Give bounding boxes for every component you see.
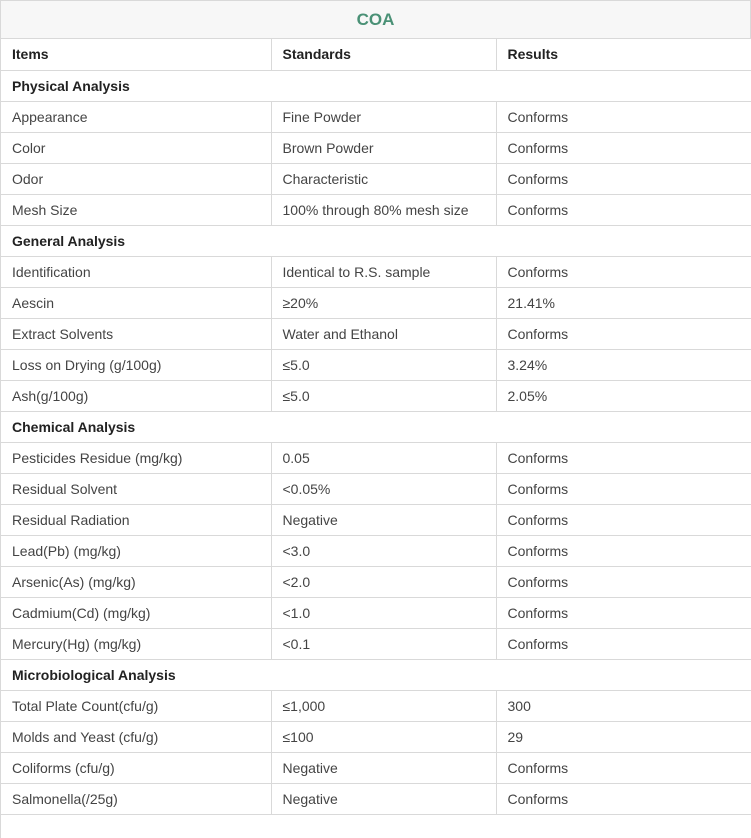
result-cell: 29 bbox=[496, 721, 751, 752]
item-cell: Extract Solvents bbox=[1, 318, 271, 349]
item-cell: Loss on Drying (g/100g) bbox=[1, 349, 271, 380]
item-cell: Cadmium(Cd) (mg/kg) bbox=[1, 597, 271, 628]
table-row bbox=[1, 349, 751, 380]
table-row bbox=[1, 101, 751, 132]
table-row bbox=[1, 473, 751, 504]
standard-cell: <0.05% bbox=[271, 473, 496, 504]
item-cell: Residual Solvent bbox=[1, 473, 271, 504]
result-cell: Conforms bbox=[496, 442, 751, 473]
header-row bbox=[1, 39, 751, 70]
table-row bbox=[1, 504, 751, 535]
standard-cell: Water and Ethanol bbox=[271, 318, 496, 349]
standard-cell: ≥20% bbox=[271, 287, 496, 318]
result-cell: 2.05% bbox=[496, 380, 751, 411]
item-cell: Mesh Size bbox=[1, 194, 271, 225]
table-row bbox=[1, 690, 751, 721]
item-cell: Coliforms (cfu/g) bbox=[1, 752, 271, 783]
standard-cell: <2.0 bbox=[271, 566, 496, 597]
standard-cell: 0.05 bbox=[271, 442, 496, 473]
result-cell: Conforms bbox=[496, 194, 751, 225]
table-title: COA bbox=[1, 1, 751, 39]
table-row bbox=[1, 163, 751, 194]
item-cell: Arsenic(As) (mg/kg) bbox=[1, 566, 271, 597]
table-row bbox=[1, 752, 751, 783]
standard-cell: Characteristic bbox=[271, 163, 496, 194]
result-cell: 21.41% bbox=[496, 287, 751, 318]
item-cell: Salmonella(/25g) bbox=[1, 783, 271, 814]
result-cell: Conforms bbox=[496, 163, 751, 194]
coa-table bbox=[1, 39, 751, 815]
header-results: Results bbox=[496, 39, 751, 70]
table-body bbox=[1, 70, 751, 814]
result-cell: Conforms bbox=[496, 566, 751, 597]
standard-cell: Identical to R.S. sample bbox=[271, 256, 496, 287]
header-items: Items bbox=[1, 39, 271, 70]
result-cell: Conforms bbox=[496, 783, 751, 814]
standard-cell: ≤1,000 bbox=[271, 690, 496, 721]
section-title: Physical Analysis bbox=[1, 70, 751, 101]
item-cell: Ash(g/100g) bbox=[1, 380, 271, 411]
result-cell: Conforms bbox=[496, 752, 751, 783]
table-row bbox=[1, 287, 751, 318]
section-title: Chemical Analysis bbox=[1, 411, 751, 442]
standard-cell: Negative bbox=[271, 504, 496, 535]
item-cell: Appearance bbox=[1, 101, 271, 132]
section-row bbox=[1, 411, 751, 442]
item-cell: Total Plate Count(cfu/g) bbox=[1, 690, 271, 721]
item-cell: Pesticides Residue (mg/kg) bbox=[1, 442, 271, 473]
item-cell: Residual Radiation bbox=[1, 504, 271, 535]
item-cell: Lead(Pb) (mg/kg) bbox=[1, 535, 271, 566]
result-cell: Conforms bbox=[496, 473, 751, 504]
table-row bbox=[1, 318, 751, 349]
result-cell: Conforms bbox=[496, 628, 751, 659]
result-cell: Conforms bbox=[496, 504, 751, 535]
table-row bbox=[1, 783, 751, 814]
result-cell: Conforms bbox=[496, 535, 751, 566]
standard-cell: <0.1 bbox=[271, 628, 496, 659]
table-row bbox=[1, 597, 751, 628]
standard-cell: ≤5.0 bbox=[271, 380, 496, 411]
section-row bbox=[1, 659, 751, 690]
table-row bbox=[1, 256, 751, 287]
item-cell: Color bbox=[1, 132, 271, 163]
table-row bbox=[1, 194, 751, 225]
result-cell: Conforms bbox=[496, 101, 751, 132]
table-row bbox=[1, 132, 751, 163]
table-row bbox=[1, 442, 751, 473]
result-cell: 3.24% bbox=[496, 349, 751, 380]
standard-cell: Brown Powder bbox=[271, 132, 496, 163]
header-standards: Standards bbox=[271, 39, 496, 70]
table-row bbox=[1, 721, 751, 752]
standard-cell: Negative bbox=[271, 752, 496, 783]
result-cell: Conforms bbox=[496, 132, 751, 163]
section-title: Microbiological Analysis bbox=[1, 659, 751, 690]
section-row bbox=[1, 225, 751, 256]
item-cell: Molds and Yeast (cfu/g) bbox=[1, 721, 271, 752]
standard-cell: <3.0 bbox=[271, 535, 496, 566]
result-cell: 300 bbox=[496, 690, 751, 721]
item-cell: Identification bbox=[1, 256, 271, 287]
standard-cell: 100% through 80% mesh size bbox=[271, 194, 496, 225]
table-row bbox=[1, 566, 751, 597]
result-cell: Conforms bbox=[496, 318, 751, 349]
result-cell: Conforms bbox=[496, 597, 751, 628]
result-cell: Conforms bbox=[496, 256, 751, 287]
standard-cell: Fine Powder bbox=[271, 101, 496, 132]
item-cell: Mercury(Hg) (mg/kg) bbox=[1, 628, 271, 659]
section-title: General Analysis bbox=[1, 225, 751, 256]
standard-cell: Negative bbox=[271, 783, 496, 814]
standard-cell: ≤100 bbox=[271, 721, 496, 752]
standard-cell: <1.0 bbox=[271, 597, 496, 628]
section-row bbox=[1, 70, 751, 101]
item-cell: Aescin bbox=[1, 287, 271, 318]
item-cell: Odor bbox=[1, 163, 271, 194]
table-row bbox=[1, 380, 751, 411]
table-row bbox=[1, 535, 751, 566]
table-row bbox=[1, 628, 751, 659]
standard-cell: ≤5.0 bbox=[271, 349, 496, 380]
